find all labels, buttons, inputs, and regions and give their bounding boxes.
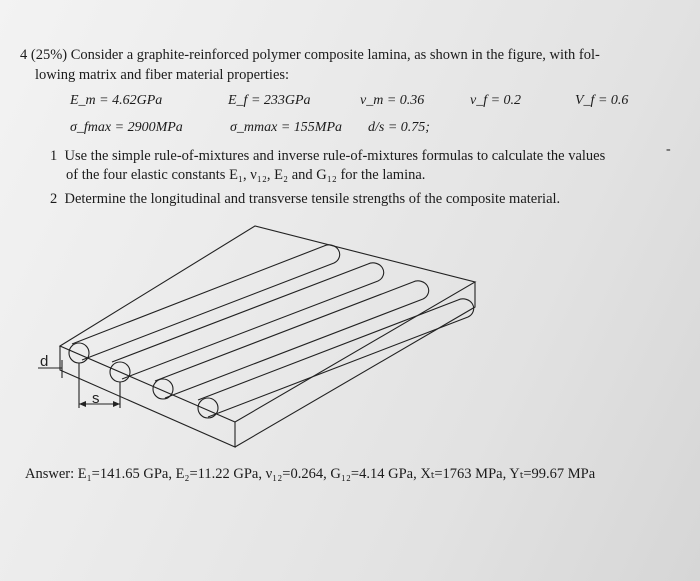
prop-em: E_m = 4.62GPa [70, 93, 163, 108]
fiber-end-3 [153, 379, 173, 399]
fiber-lane-3 [155, 281, 429, 398]
answer-e1: E₁=141.65 GPa, [77, 466, 172, 482]
prop-ef: E_f = 233GPa [228, 93, 311, 108]
s-arrow-right [113, 401, 120, 407]
answer-prefix: Answer: [25, 466, 75, 482]
task-1-line2: of the four elastic constants E₁, ν₁₂, E₂ and G₁₂ for the lamina. [66, 167, 426, 183]
answer-yt: Yₜ=99.67 MPa [509, 466, 596, 482]
fiber-lane-1 [72, 245, 340, 360]
answer-e2: E₂=11.22 GPa, [175, 466, 262, 482]
answer-line [25, 466, 595, 483]
question-text-line2: lowing matrix and fiber material properties: [35, 67, 290, 83]
fiber-end-1 [69, 343, 89, 363]
label-s: s [92, 390, 100, 407]
fiber-end-4 [198, 398, 218, 418]
task-1-number: 1 [50, 148, 58, 164]
question-number: 4 (25%) [20, 47, 68, 63]
answer-xt: Xₜ=1763 MPa, [420, 466, 507, 482]
prop-num: ν_m = 0.36 [360, 93, 425, 108]
task-1-line1: Use the simple rule-of-mixtures and inverse rule-of-mixtures formulas to calculate the values [64, 148, 606, 164]
task-2-line1: Determine the longitudinal and transverse tensile strengths of the composite material. [64, 191, 561, 207]
label-d: d [40, 353, 49, 370]
prop-vf: V_f = 0.6 [575, 93, 629, 108]
answer-nu12: ν₁₂=0.264, [265, 466, 327, 482]
prop-ds: d/s = 0.75; [368, 120, 430, 135]
fiber-lane-4 [198, 299, 474, 417]
fiber-lane-2 [112, 263, 384, 379]
lamina-front-edge [60, 346, 235, 447]
answer-g12: G₁₂=4.14 GPa, [330, 466, 417, 482]
trailing-mark: - [666, 142, 671, 157]
prop-sigma-f: σ_fmax = 2900MPa [70, 120, 183, 135]
s-arrow-left [79, 401, 86, 407]
task-2-number: 2 [50, 191, 58, 207]
question-text-line1: Consider a graphite-reinforced polymer composite lamina, as shown in the figure, with fol- [70, 47, 600, 63]
prop-nuf: ν_f = 0.2 [470, 93, 522, 108]
prop-sigma-m: σ_mmax = 155MPa [230, 120, 342, 135]
